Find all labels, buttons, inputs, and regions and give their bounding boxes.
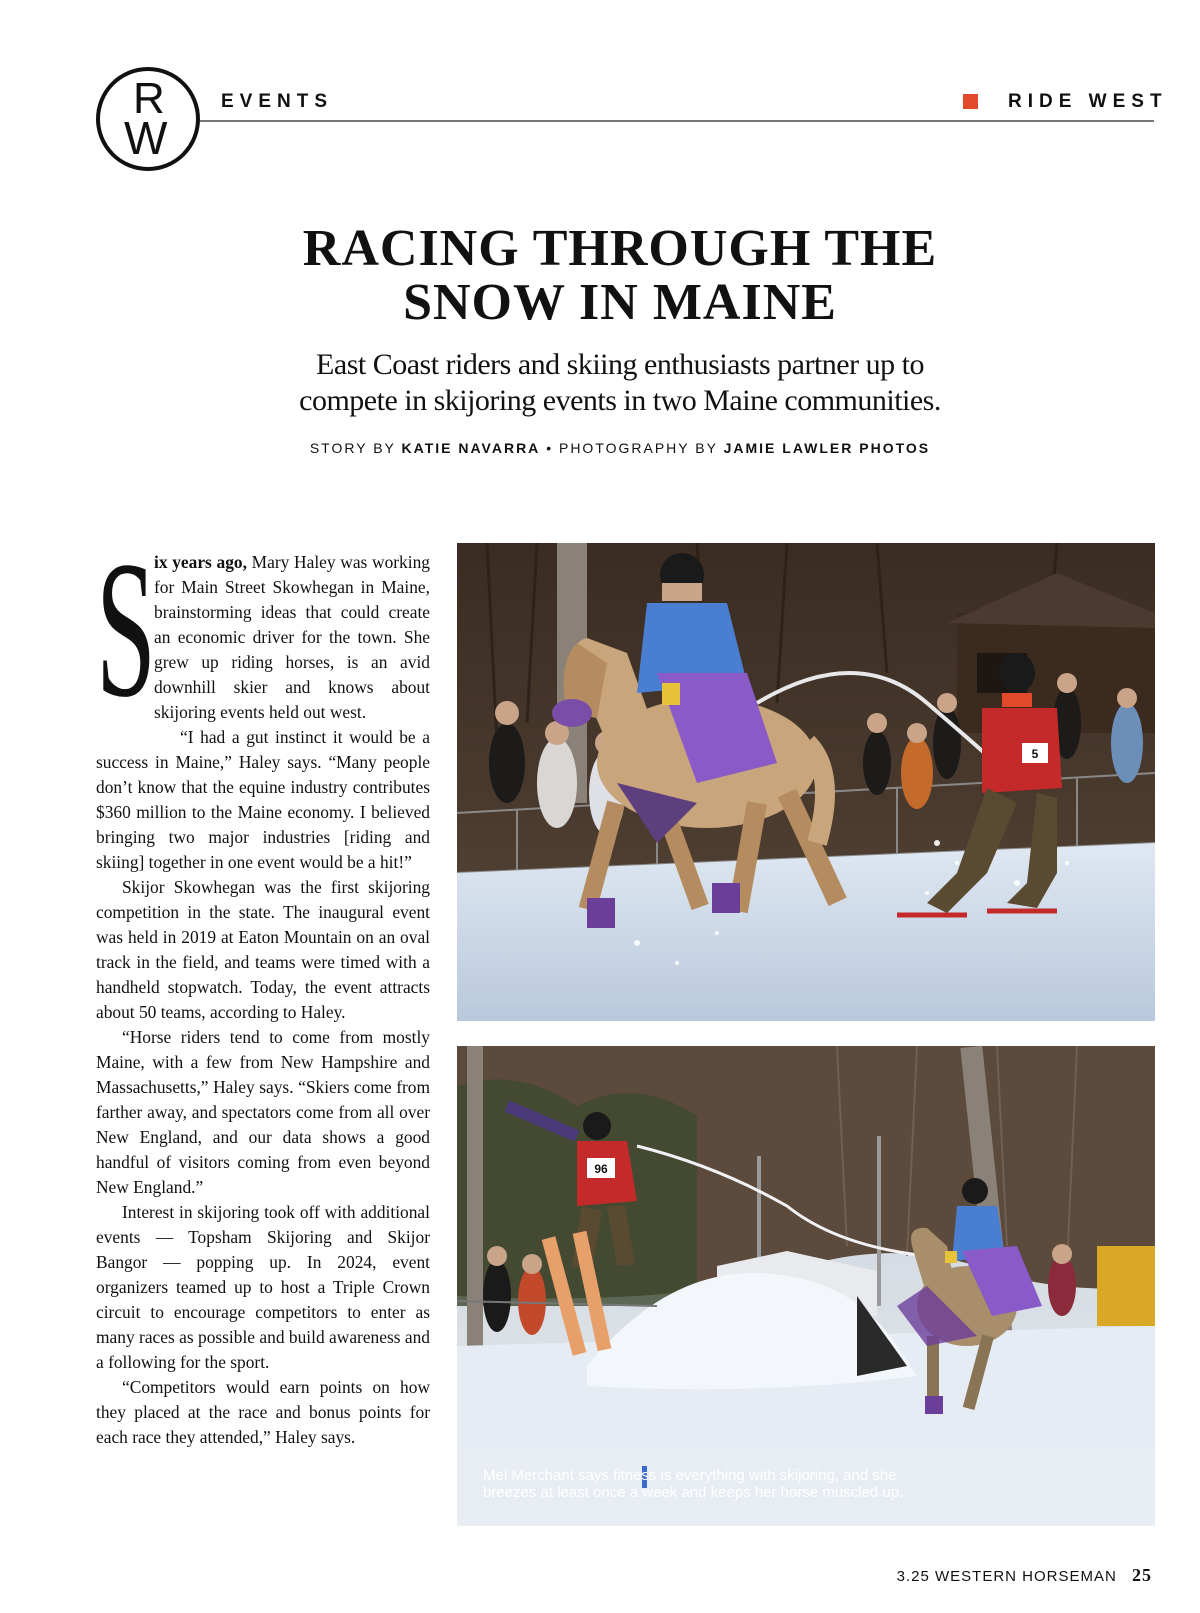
deck-line-2: compete in skijoring events in two Maine communities. [299,384,941,417]
paragraph-6: “Competitors would earn points on how they placed at the race and bonus points for each race they attended,” Haley says. [96,1377,430,1447]
lead-in: ix years ago, [154,552,247,572]
svg-text:5: 5 [1031,747,1039,761]
story-label: STORY BY [309,440,396,456]
photo-horse-and-skier [457,543,1155,1021]
caption-line-1: Mel Merchant says fitness is everything with skijoring, and she [483,1467,897,1484]
magazine-name: WESTERN HORSEMAN [934,1568,1117,1585]
logo-letter-w: W [124,112,168,164]
author-name: KATIE NAVARRA [401,440,541,456]
photographer-name: JAMIE LAWLER PHOTOS [723,440,931,456]
section-label: EVENTS [221,91,334,112]
issue-date: 3.25 [896,1568,930,1585]
article-body [96,521,430,1450]
article-title [200,222,1040,330]
brand-square-icon [963,94,978,109]
photo-skier-jump [457,1046,1155,1526]
title-line-2: SNOW IN MAINE [403,274,837,331]
deck-line-1: East Coast riders and skiing enthusiasts partner up to [316,348,924,381]
header-rule [200,120,1154,122]
paragraph-3: Skijor Skowhegan was the first skijoring competition in the state. The inaugural event was held in 2019 at Eaton Mountain on an oval track in the field, and teams were timed with a handheld stopwatch. Today, the event attracts about 50 teams, according to Haley. [96,877,430,1022]
paragraph-2: “I had a gut instinct it would be a success in Maine,” Haley says. “Many people don’t know that the equine industry contributes $360 million to the Maine economy. I believed bringing two major industries [riding and skiing] together in one event would be a hit!” [96,727,430,872]
photo-label: PHOTOGRAPHY BY [558,440,718,456]
article-deck [200,347,1040,419]
brand-label: RIDE WEST [1008,91,1168,112]
caption-line-2: breezes at least once a week and keeps her horse muscled up. [483,1484,904,1501]
rw-logo [96,67,200,171]
paragraph-4: “Horse riders tend to come from mostly Maine, with a few from New Hampshire and Massachusetts,” Haley says. “Skiers come from farther away, and spectators come from all over New England, and our data shows a good handful of visitors coming from even beyond New England.” [96,1027,430,1197]
photo-horse-and-skier-illustration [457,543,1155,1021]
title-line-1: RACING THROUGH THE [302,220,938,277]
byline-separator: • [546,440,554,456]
drop-cap: S [96,521,156,738]
page-number: 25 [1132,1565,1152,1585]
skier-bib-number: 96 [594,1162,608,1176]
paragraph-1-text: Mary Haley was working for Main Street Skowhegan in Maine, brainstorming ideas that could create an economic driver for the town. She grew up riding horses, is an avid downhill skier and knows about skijoring events held out west. [154,552,430,722]
logo-letter-r: R [133,74,165,123]
paragraph-5: Interest in skijoring took off with additional events — Topsham Skijoring and Skijor Bangor — popping up. In 2024, event organizers teamed up to host a Triple Crown circuit to encourage competitors to enter as many races as possible and build awareness and a following for the sport. [96,1202,430,1372]
photo-caption [483,1467,983,1501]
photo-skier-jump-illustration [457,1046,1155,1526]
byline [200,440,1040,456]
page-footer [897,1565,1152,1586]
